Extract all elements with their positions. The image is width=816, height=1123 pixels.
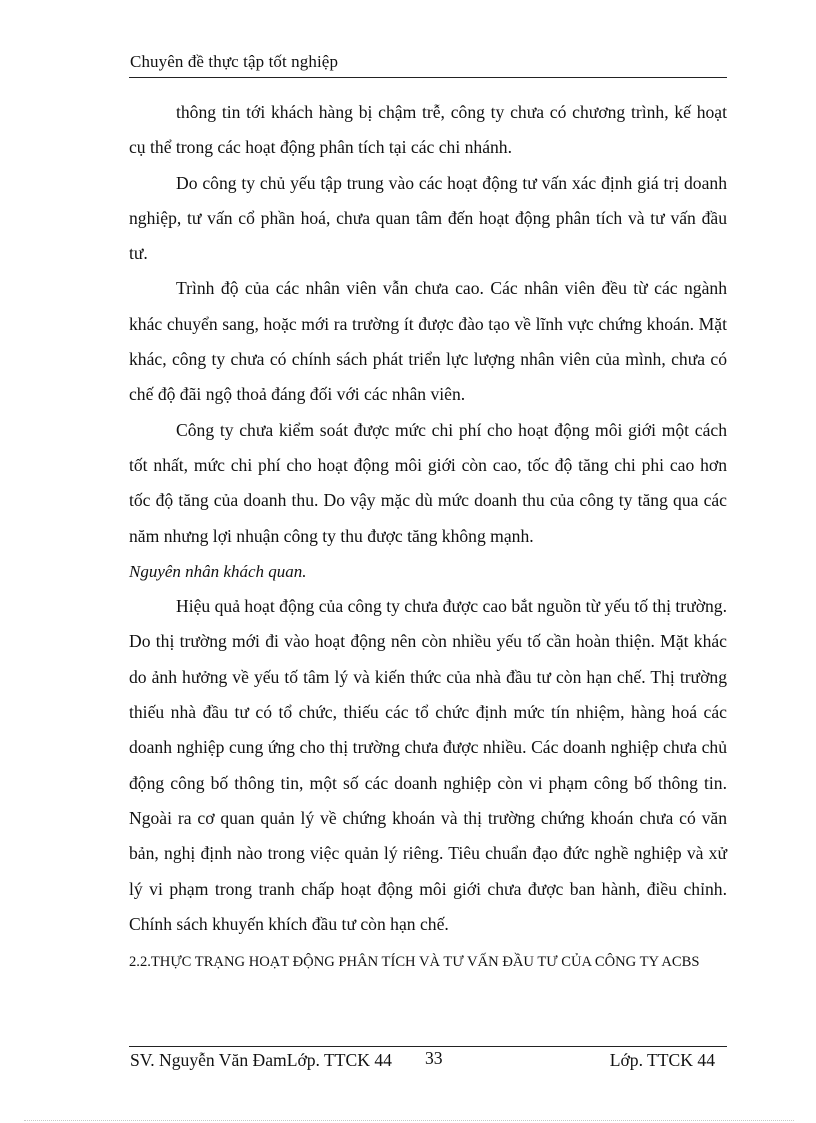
paragraph-2: Do công ty chủ yếu tập trung vào các hoạt động tư vấn xác định giá trị doanh nghiệp, tư vấn cổ phần hoá, chưa quan tâm đến hoạt động phân tích và tư vấn đầu tư. [129, 172, 727, 264]
header-title: Chuyên đề thực tập tốt nghiệp [130, 52, 339, 71]
page-footer [129, 1046, 727, 1075]
paragraph-5: Hiệu quả hoạt động của công ty chưa được cao bắt nguồn từ yếu tố thị trường. Do thị trường mới đi vào hoạt động nên còn nhiều yếu tố cần hoàn thiện. Mặt khác do ảnh hưởng về yếu tố tâm lý và kiến thức của nhà đầu tư còn hạn chế. Thị trường thiếu nhà đầu tư có tổ chức, thiếu các tổ chức định mức tín nhiệm, hàng hoá các doanh nghiệp cung ứng cho thị trường chưa được nhiều. Các doanh nghiệp chưa chủ động công bố thông tin, một số các doanh nghiệp còn vi phạm công bố thông tin. Ngoài ra cơ quan quản lý về chứng khoán và thị trường chứng khoán chưa có văn bản, nghị định nào trong việc quản lý riêng. Tiêu chuẩn đạo đức nghề nghiệp và xử lý vi phạm trong tranh chấp hoạt động môi giới chưa được ban hành, điều chỉnh. Chính sách khuyến khích đầu tư còn hạn chế. [129, 596, 727, 934]
document-body [129, 95, 727, 980]
section-heading: 2.2.THỰC TRẠNG HOẠT ĐỘNG PHÂN TÍCH VÀ TƯ VẤN ĐẦU TƯ CỦA CÔNG TY ACBS [129, 954, 700, 971]
paragraph-4: Công ty chưa kiểm soát được mức chi phí cho hoạt động môi giới một cách tốt nhất, mức chi phí cho hoạt động môi giới còn cao, tốc độ tăng chi phi cao hơn tốc độ tăng của doanh thu. Do vậy mặc dù mức doanh thu của công ty tăng qua các năm nhưng lợi nhuận công ty thu được tăng không mạnh. [129, 419, 727, 546]
subheading-objective-causes: Nguyên nhân khách quan. [129, 561, 307, 581]
footer-class: Lớp. TTCK 44 [609, 1050, 715, 1070]
paragraph-1: thông tin tới khách hàng bị chậm trễ, công ty chưa có chương trình, kế hoạt cụ thể trong các hoạt động phân tích tại các chi nhánh. [129, 102, 727, 158]
footer-student-info: SV. Nguyễn Văn ĐamLớp. TTCK 44 [130, 1050, 392, 1070]
page-header [129, 51, 727, 78]
paragraph-3: Trình độ của các nhân viên vẫn chưa cao. Các nhân viên đều từ các ngành khác chuyển sang, hoặc mới ra trường ít được đào tạo về lĩnh vực chứng khoán. Mặt khác, công ty chưa có chính sách phát triển lực lượng nhân viên của mình, chưa có chế độ đãi ngộ thoả đáng đối với các nhân viên. [129, 278, 727, 405]
page-bottom-dotted-line [24, 1120, 794, 1121]
page-number: 33 [425, 1048, 443, 1068]
